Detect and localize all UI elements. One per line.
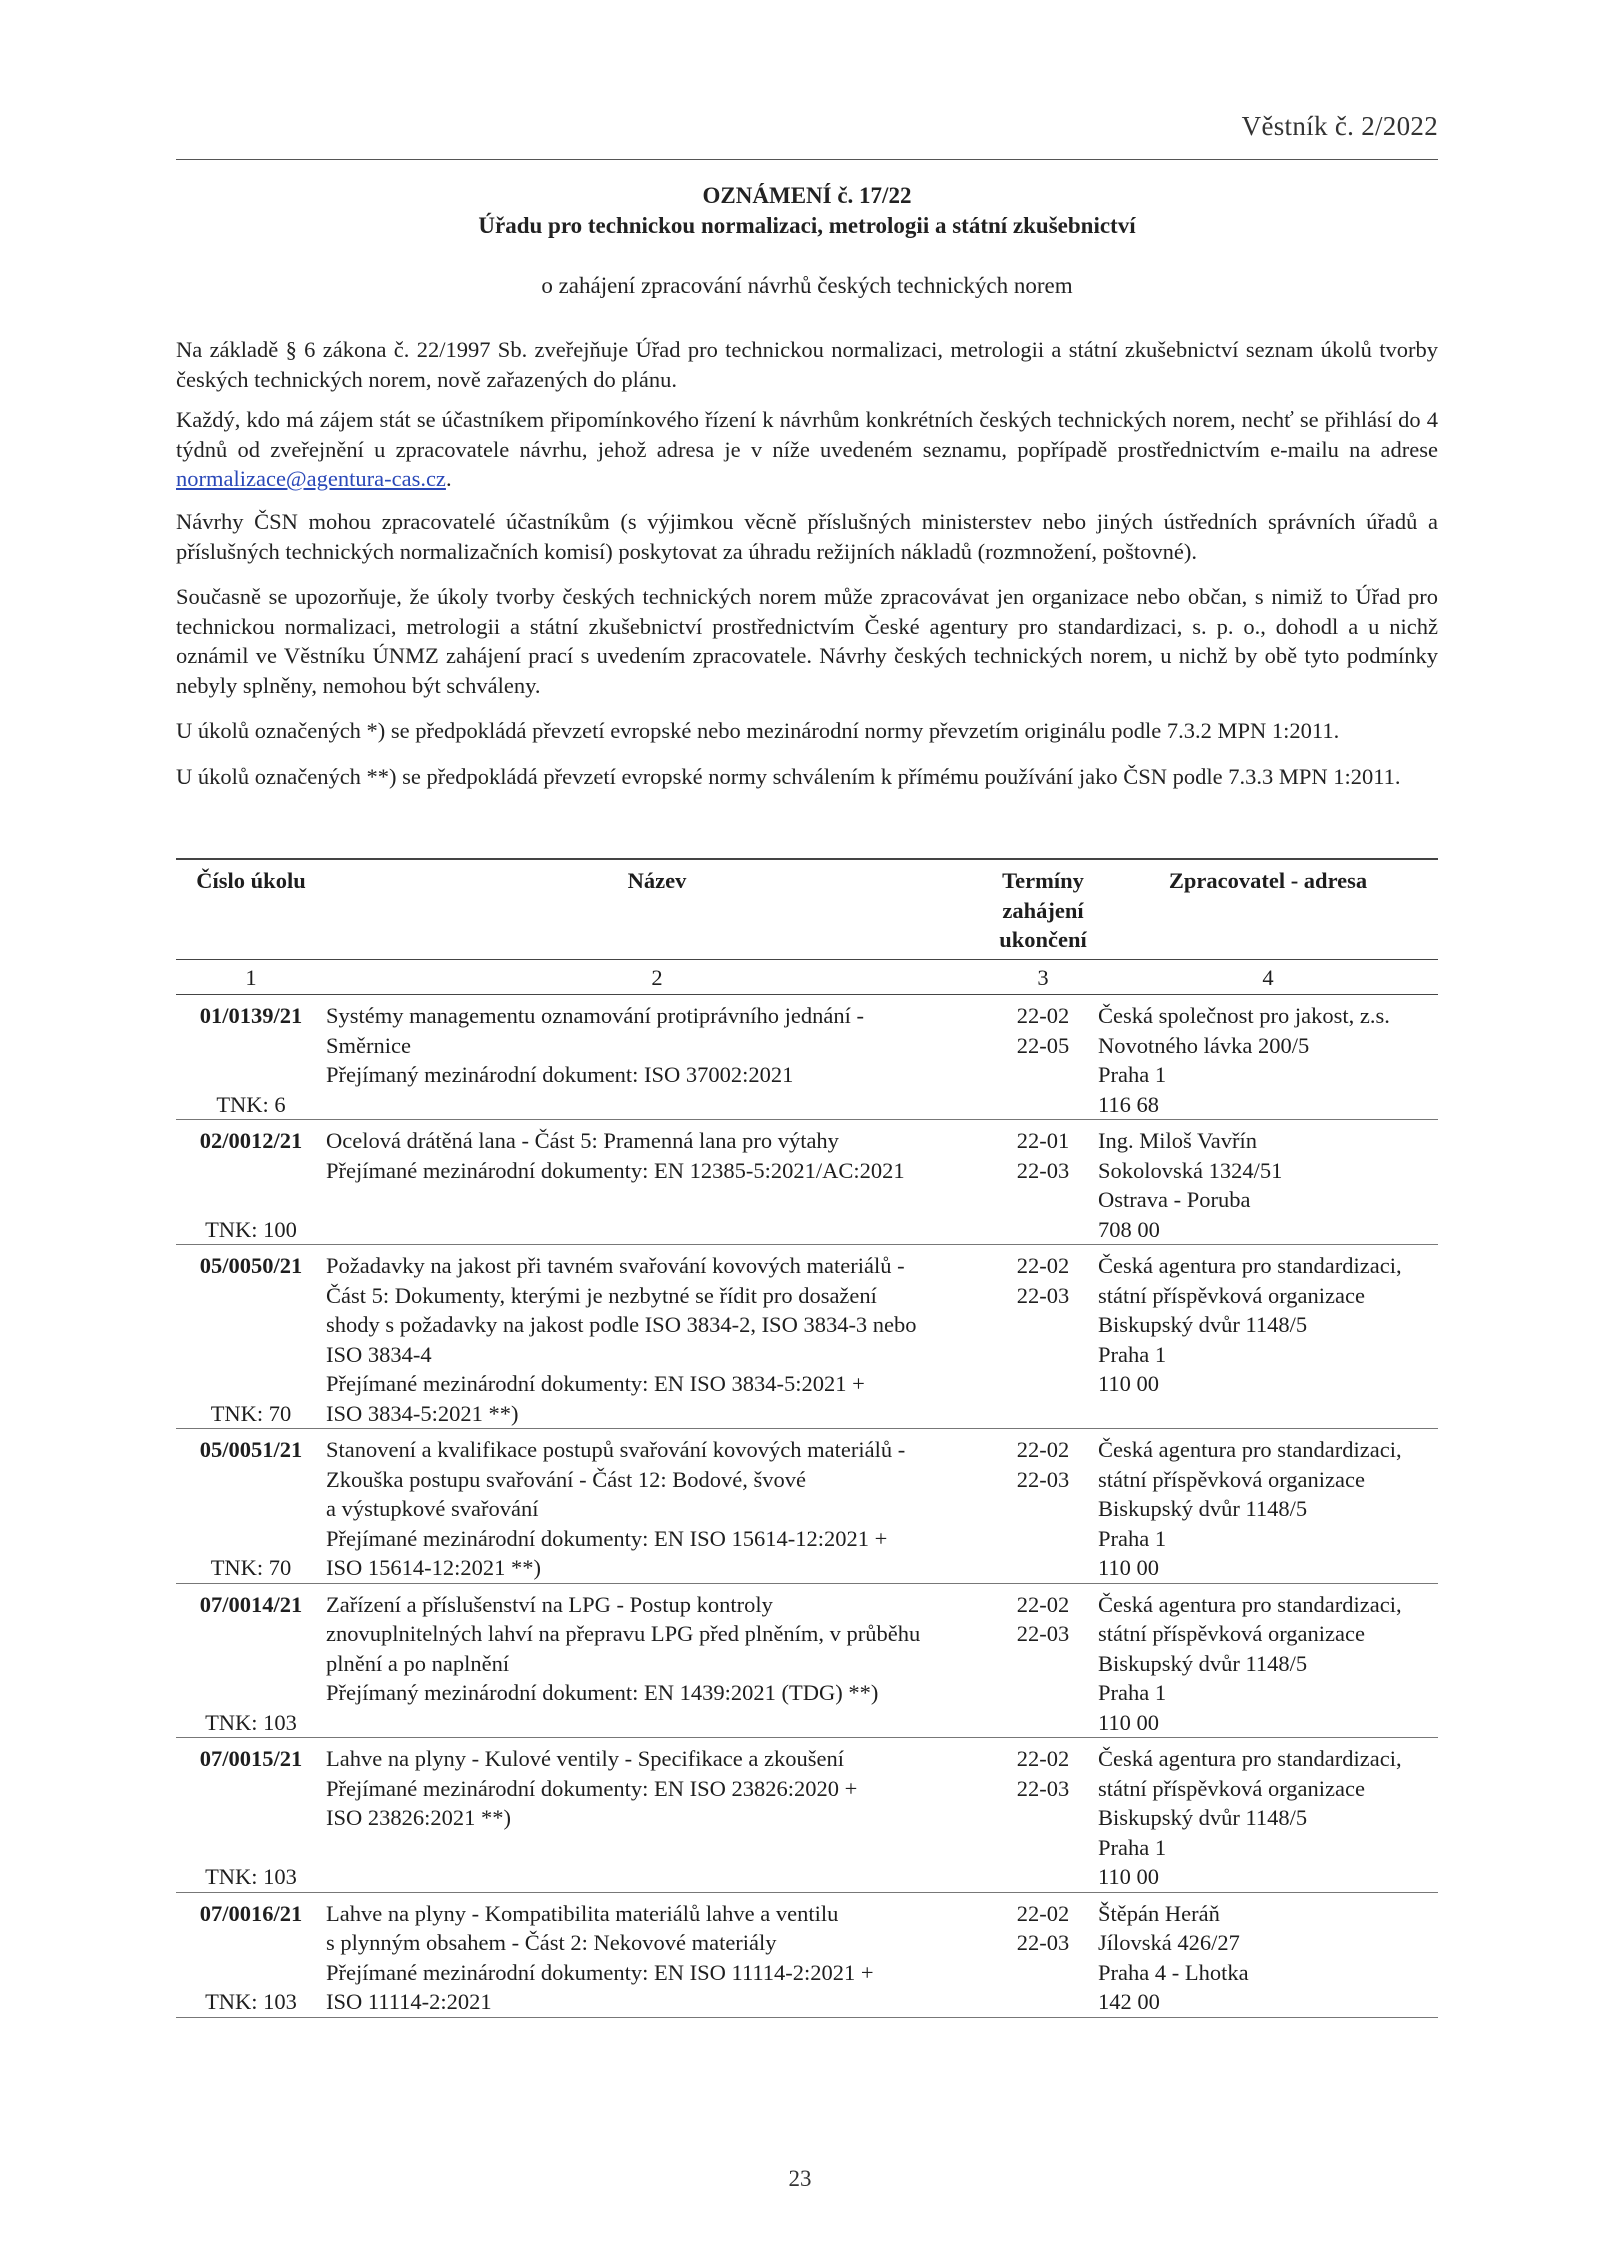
task-name-line: Přejímané mezinárodní dokumenty: EN ISO 23826:2020 + [326,1775,858,1801]
column-number: 1 [176,959,326,995]
author-address-line: Biskupský dvůr 1148/5 [1098,1312,1308,1337]
table-row [176,1892,1438,2017]
term-start: 22-02 [1016,1591,1070,1617]
term-end: 22-03 [1016,1466,1070,1492]
term-end: 22-03 [1016,1621,1070,1646]
task-name-line: s plynným obsahem - Část 2: Nekovové materiály [326,1930,777,1955]
task-name-line: Lahve na plyny - Kompatibilita materiálů lahve a ventilu [326,1900,839,1926]
task-terms-cell [988,1245,1098,1429]
task-number: 07/0016/21 [199,1900,303,1926]
task-number: 05/0050/21 [199,1253,303,1278]
tnk-label: TNK: 103 [205,1989,297,2014]
task-name-line: ISO 15614-12:2021 **) [326,1555,541,1580]
page-number: 23 [788,2166,812,2191]
task-number: 05/0051/21 [199,1437,303,1462]
author-address-line: státní příspěvková organizace [1098,1775,1365,1801]
notice-subject: o zahájení zpracování návrhů českých technických norem [541,273,1073,298]
task-name-line: Systémy managementu oznamování protiprávního jednání - [326,1003,864,1028]
column-number: 4 [1098,959,1438,995]
task-author-cell [1098,1429,1438,1584]
paragraph-legal-basis: Na základě § 6 zákona č. 22/1997 Sb. zveřejňuje Úřad pro technickou normalizaci, metrologii a státní zkušebnictví seznam úkolů tvorby českých technických norem, nově zařazených do plánu. [176,337,1438,392]
author-address-line: 110 00 [1098,1864,1160,1889]
author-address-line: Praha 1 [1098,1680,1167,1705]
author-address-line: Sokolovská 1324/51 [1098,1157,1283,1183]
task-name-line: Přejímané mezinárodní dokumenty: EN 12385-5:2021/AC:2021 [326,1157,905,1183]
task-name-cell [326,1738,988,1893]
page-header [176,107,1438,160]
author-address-line: Biskupský dvůr 1148/5 [1098,1805,1308,1830]
task-table [176,858,1438,2018]
task-name-line: Zařízení a příslušenství na LPG - Postup kontroly [326,1591,773,1617]
task-table-body [176,995,1438,2018]
header-author: Zpracovatel - adresa [1168,868,1368,893]
author-address-line: státní příspěvková organizace [1098,1466,1365,1492]
task-name-line: znovuplnitelných lahví na přepravu LPG před plněním, v průběhu [326,1621,921,1646]
task-name-cell [326,1892,988,2017]
task-author-cell [1098,1120,1438,1245]
term-start: 22-02 [1016,1437,1070,1462]
table-header-row [176,859,1438,959]
task-number-cell [176,1583,326,1738]
header-terms-line-1: Termíny [1002,868,1084,893]
table-row [176,995,1438,1120]
header-name: Název [627,868,687,893]
email-link[interactable]: normalizace@agentura-cas.cz [176,466,446,491]
paragraph-participation-text: Každý, kdo má zájem stát se účastníkem připomínkového řízení k návrhům konkrétních českých technických norem, nechť se přihlásí do 4 týdnů od zveřejnění u zpracovatele návrhu, jehož adresa je v níže uvedeném seznamu, popřípadě prostřednictvím e-mailu na adrese [176,407,1438,462]
task-name-line: Přejímané mezinárodní dokumenty: EN ISO 3834-5:2021 + [326,1371,865,1396]
tnk-label: TNK: 103 [205,1864,297,1889]
author-address-line: státní příspěvková organizace [1098,1282,1365,1308]
task-author-cell [1098,1583,1438,1738]
tnk-label: TNK: 100 [205,1216,297,1242]
task-name-line: Část 5: Dokumenty, kterými je nezbytné se řídit pro dosažení [326,1282,877,1308]
author-address-line: Česká agentura pro standardizaci, [1098,1591,1402,1617]
task-name-line: Přejímané mezinárodní dokumenty: EN ISO 15614-12:2021 + [326,1525,888,1551]
task-name-cell [326,1245,988,1429]
task-number-cell [176,1429,326,1584]
task-name-line: Přejímané mezinárodní dokumenty: EN ISO 11114-2:2021 + [326,1959,874,1985]
task-number-cell [176,995,326,1120]
author-address-line: 708 00 [1098,1216,1160,1242]
term-start: 22-01 [1016,1128,1070,1153]
tnk-label: TNK: 70 [210,1400,292,1426]
task-number-cell [176,1738,326,1893]
paragraph-drafts: Návrhy ČSN mohou zpracovatelé účastníkům (s výjimkou věcně příslušných ministerstev nebo jiných ústředních správních úřadů a příslušných technických normalizačních komisí) poskytovat za úhradu režijních nákladů (rozmnožení, poštovné). [176,509,1438,564]
author-address-line: 110 00 [1098,1555,1160,1580]
paragraph-participation-end: . [445,466,452,491]
task-name-line: Lahve na plyny - Kulové ventily - Specifikace a zkoušení [326,1746,844,1771]
task-terms-cell [988,1892,1098,2017]
header-task-number: Číslo úkolu [196,868,306,893]
task-name-line: ISO 11114-2:2021 [326,1989,492,2014]
term-start: 22-02 [1016,1253,1070,1278]
paragraph-note-single-star: U úkolů označených *) se předpokládá převzetí evropské nebo mezinárodní normy převzetím originálu podle 7.3.2 MPN 1:2011. [176,718,1340,743]
author-address-line: 142 00 [1098,1989,1160,2014]
task-name-line: ISO 3834-4 [326,1341,432,1367]
author-address-line: Biskupský dvůr 1148/5 [1098,1650,1308,1676]
author-address-line: Ing. Miloš Vavřín [1098,1128,1257,1153]
author-address-line: Biskupský dvůr 1148/5 [1098,1496,1308,1521]
task-number: 07/0015/21 [199,1746,303,1771]
task-name-line: plnění a po naplnění [326,1650,510,1676]
column-number: 2 [326,959,988,995]
paragraph-warning: Současně se upozorňuje, že úkoly tvorby českých technických norem může zpracovávat jen organizace nebo občan, s nimiž to Úřad pro technickou normalizaci, metrologii a státní zkušebnictví prostřednictvím České agentury pro standardizaci, s. p. o., dohodl a u nichž oznámil ve Věstníku ÚNMZ zahájení prací s uvedením zpracovatele. Návrhy českých technických norem, u nichž by obě tyto podmínky nebyly splněny, nemohou být schváleny. [176,584,1438,698]
author-address-line: Praha 4 - Lhotka [1098,1959,1249,1985]
task-name-line: Stanovení a kvalifikace postupů svařování kovových materiálů - [326,1437,906,1462]
author-address-line: Praha 1 [1098,1062,1167,1087]
tnk-label: TNK: 6 [216,1091,286,1117]
column-number: 3 [988,959,1098,995]
author-address-line: Česká agentura pro standardizaci, [1098,1437,1402,1462]
task-terms-cell [988,1583,1098,1738]
task-terms-cell [988,1120,1098,1245]
author-address-line: 116 68 [1098,1091,1160,1117]
tnk-label: TNK: 103 [205,1709,297,1735]
task-name-line: shody s požadavky na jakost podle ISO 3834-2, ISO 3834-3 nebo [326,1312,917,1337]
author-address-line: Česká agentura pro standardizaci, [1098,1746,1402,1771]
task-name-line: Požadavky na jakost při tavném svařování kovových materiálů - [326,1253,905,1278]
task-name-cell [326,995,988,1120]
task-author-cell [1098,995,1438,1120]
paragraph-note-double-star: U úkolů označených **) se předpokládá převzetí evropské normy schválením k přímému používání jako ČSN podle 7.3.3 MPN 1:2011. [176,764,1401,789]
task-author-cell [1098,1892,1438,2017]
task-author-cell [1098,1738,1438,1893]
notice-authority: Úřadu pro technickou normalizaci, metrologii a státní zkušebnictví [478,213,1136,238]
task-number: 02/0012/21 [199,1128,303,1153]
author-address-line: Praha 1 [1098,1834,1167,1860]
header-terms-line-3: ukončení [999,927,1087,952]
author-address-line: státní příspěvková organizace [1098,1621,1365,1646]
author-address-line: Česká agentura pro standardizaci, [1098,1253,1402,1278]
author-address-line: Jílovská 426/27 [1098,1930,1240,1955]
task-name-cell [326,1120,988,1245]
task-number-cell [176,1245,326,1429]
term-end: 22-05 [1016,1032,1070,1058]
term-end: 22-03 [1016,1157,1070,1183]
author-address-line: 110 00 [1098,1709,1160,1735]
tnk-label: TNK: 70 [210,1555,292,1580]
column-number-row [176,959,1438,995]
header-terms [988,859,1098,959]
task-name-line: Ocelová drátěná lana - Část 5: Pramenná lana pro výtahy [326,1128,839,1153]
table-row [176,1583,1438,1738]
table-row [176,1738,1438,1893]
term-start: 22-02 [1016,1003,1070,1028]
term-start: 22-02 [1016,1746,1070,1771]
table-row [176,1120,1438,1245]
author-address-line: Česká společnost pro jakost, z.s. [1098,1003,1390,1028]
paragraph-participation [176,405,1438,494]
author-address-line: Ostrava - Poruba [1098,1187,1251,1212]
term-start: 22-02 [1016,1900,1070,1926]
task-terms-cell [988,1429,1098,1584]
task-number: 07/0014/21 [199,1591,303,1617]
author-address-line: Praha 1 [1098,1341,1167,1367]
task-name-cell [326,1429,988,1584]
task-author-cell [1098,1245,1438,1429]
task-name-line: ISO 3834-5:2021 **) [326,1400,519,1426]
task-name-line: Přejímaný mezinárodní dokument: ISO 37002:2021 [326,1062,794,1087]
term-end: 22-03 [1016,1282,1070,1308]
task-name-cell [326,1583,988,1738]
task-terms-cell [988,1738,1098,1893]
term-end: 22-03 [1016,1930,1070,1955]
notice-title: OZNÁMENÍ č. 17/22 [702,183,912,208]
task-name-line: a výstupkové svařování [326,1496,539,1521]
task-number-cell [176,1892,326,2017]
task-name-line: Zkouška postupu svařování - Část 12: Bodové, švové [326,1466,806,1492]
author-address-line: 110 00 [1098,1371,1160,1396]
task-number-cell [176,1120,326,1245]
journal-issue: Věstník č. 2/2022 [1241,111,1438,141]
table-row [176,1245,1438,1429]
task-name-line: Směrnice [326,1032,411,1058]
term-end: 22-03 [1016,1775,1070,1801]
table-row [176,1429,1438,1584]
author-address-line: Praha 1 [1098,1525,1167,1551]
task-name-line: Přejímaný mezinárodní dokument: EN 1439:2021 (TDG) **) [326,1680,879,1705]
task-name-line: ISO 23826:2021 **) [326,1805,511,1830]
author-address-line: Novotného lávka 200/5 [1098,1032,1310,1058]
author-address-line: Štěpán Heráň [1098,1900,1220,1926]
task-number: 01/0139/21 [199,1003,303,1028]
task-terms-cell [988,995,1098,1120]
header-terms-line-2: zahájení [1002,897,1084,923]
